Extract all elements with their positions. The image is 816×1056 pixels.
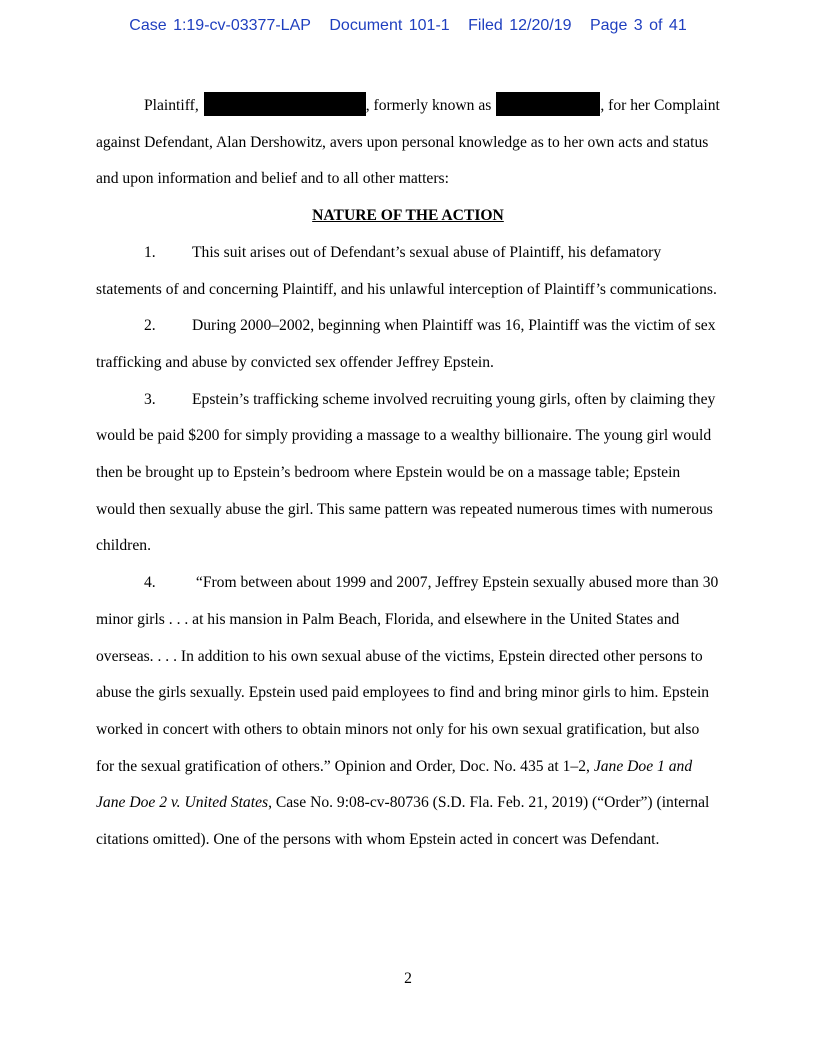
- paragraph-number: 4.: [144, 574, 156, 592]
- formerly-known-as: , formerly known as: [365, 97, 492, 114]
- case-name: Jane Doe 1 and Jane Doe 2 v. United States: [96, 757, 693, 812]
- document-number: Document 101-1: [329, 17, 450, 34]
- paragraph-text: This suit arises out of Defendant’s sexual abuse of Plaintiff, his defamatory statements of and concerning Plaintiff, and his unlawful interception of Plaintiff’s communications.: [96, 243, 717, 298]
- case-header: [0, 17, 816, 35]
- page-of-total: Page 3 of 41: [589, 17, 687, 34]
- intro-rest: Complaint against Defendant, Alan Dershowitz, avers upon personal knowledge as to her own acts and status and upon information and belief and to all other matters:: [96, 97, 720, 188]
- numbered-paragraph: [96, 235, 720, 308]
- numbered-paragraph: [96, 382, 720, 566]
- paragraph-text: During 2000–2002, beginning when Plaintiff was 16, Plaintiff was the victim of sex trafficking and abuse by convicted sex offender Jeffrey Epstein.: [96, 317, 716, 371]
- redaction-block: [204, 92, 366, 116]
- numbered-paragraph: [96, 308, 720, 381]
- redaction-block: [496, 92, 600, 116]
- filed-date: Filed 12/20/19: [468, 17, 572, 34]
- paragraph-number: 3.: [144, 390, 156, 408]
- paragraph-text: Epstein’s trafficking scheme involved recruiting young girls, often by claiming they would be paid $200 for simply providing a massage to a wealthy billionaire. The young girl would then be brought up to Epstein’s bedroom where Epstein would be on a massage table; Epstein would then sexually abuse the girl. This same pattern was repeated numerous times with numerous children.: [96, 390, 716, 555]
- paragraph-text-continued: , Case No. 9:08-cv-80736 (S.D. Fla. Feb. 21, 2019) (“Order”) (internal citations omitted). One of the persons with whom Epstein acted in concert was Defendant.: [96, 794, 710, 849]
- paragraph-number: 2.: [144, 317, 156, 335]
- page-number: 2: [404, 970, 412, 987]
- intro-paragraph: [96, 88, 720, 198]
- numbered-paragraph: [96, 565, 720, 859]
- section-heading: NATURE OF THE ACTION: [312, 207, 504, 225]
- document-body: [96, 88, 720, 859]
- case-number: Case 1:19-cv-03377-LAP: [129, 17, 311, 34]
- plaintiff-label: Plaintiff,: [144, 97, 199, 114]
- paragraph-number: 1.: [144, 243, 156, 261]
- for-her: , for her: [600, 97, 651, 114]
- paragraph-text: “From between about 1999 and 2007, Jeffrey Epstein sexually abused more than 30 minor girls . . . at his mansion in Palm Beach, Florida, and elsewhere in the United States and overseas. . . . In addition to his own sexual abuse of the victims, Epstein directed other persons to abuse the girls sexually. Epstein used paid employees to find and bring minor girls to him. Epstein worked in concert with others to obtain minors not only for his own sexual gratification, but also for the sexual gratification of others.” Opinion and Order, Doc. No. 435 at 1–2,: [96, 574, 719, 775]
